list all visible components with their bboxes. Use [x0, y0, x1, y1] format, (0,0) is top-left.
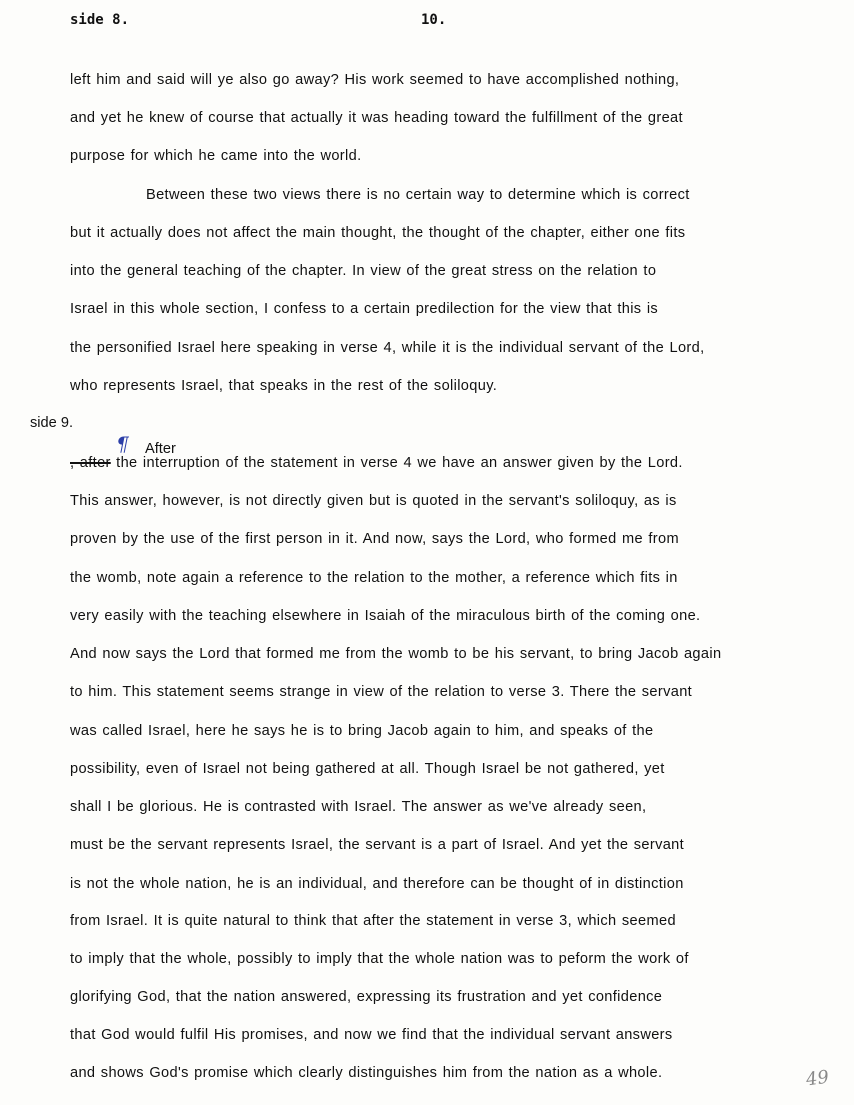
- text-line: to him. This statement seems strange in view of the relation to verse 3. There the servant: [70, 684, 693, 700]
- text-line: must be the servant represents Israel, the servant is a part of Israel. And yet the servant: [70, 837, 685, 853]
- text-line: that God would fulfil His promises, and now we find that the individual servant answers: [70, 1027, 673, 1043]
- text-line: to imply that the whole, possibly to imply that the whole nation was to peform the work of: [70, 951, 689, 967]
- text-line: And now says the Lord that formed me from the womb to be his servant, to bring Jacob again: [70, 646, 722, 662]
- struck-word: , after: [70, 455, 111, 471]
- text-line: and yet he knew of course that actually it was heading toward the fulfillment of the great: [70, 110, 683, 126]
- text-line: glorifying God, that the nation answered, expressing its frustration and yet confidence: [70, 989, 663, 1005]
- text-line: but it actually does not affect the main thought, the thought of the chapter, either one fits: [70, 225, 686, 241]
- text-line: shall I be glorious. He is contrasted with Israel. The answer as we've already seen,: [70, 799, 647, 815]
- text-line: was called Israel, here he says he is to bring Jacob again to him, and speaks of the: [70, 723, 654, 739]
- page-number: 10.: [421, 12, 447, 28]
- side-label-9: side 9.: [30, 415, 73, 431]
- text-line: very easily with the teaching elsewhere in Isaiah of the miraculous birth of the coming one.: [70, 608, 701, 624]
- text-line: left him and said will ye also go away? His work seemed to have accomplished nothing,: [70, 72, 680, 88]
- text-line-first: [70, 454, 683, 472]
- handwritten-page-number: 49: [804, 1066, 831, 1091]
- text-line: Israel in this whole section, I confess to a certain predilection for the view that this is: [70, 301, 659, 317]
- text-line: possibility, even of Israel not being gathered at all. Though Israel be not gathered, yet: [70, 761, 665, 777]
- text-line: the womb, note again a reference to the relation to the mother, a reference which fits in: [70, 570, 678, 586]
- text-line: is not the whole nation, he is an individual, and therefore can be thought of in distinction: [70, 876, 684, 892]
- text-line: from Israel. It is quite natural to think that after the statement in verse 3, which seemed: [70, 913, 676, 929]
- side-label-header: side 8.: [70, 12, 130, 28]
- text-line: into the general teaching of the chapter. In view of the great stress on the relation to: [70, 263, 657, 279]
- inserted-word: After: [145, 441, 176, 457]
- text-line: the personified Israel here speaking in verse 4, while it is the individual servant of the Lord,: [70, 340, 705, 356]
- text-line: This answer, however, is not directly given but is quoted in the servant's soliloquy, as is: [70, 493, 677, 509]
- text-line: who represents Israel, that speaks in the rest of the soliloquy.: [70, 378, 498, 394]
- text-line: Between these two views there is no certain way to determine which is correct: [146, 187, 690, 203]
- text-line: and shows God's promise which clearly distinguishes him from the nation as a whole.: [70, 1065, 663, 1081]
- text-line-rest: the interruption of the statement in verse 4 we have an answer given by the Lord.: [110, 455, 683, 471]
- text-line: purpose for which he came into the world.: [70, 148, 362, 164]
- text-line: proven by the use of the first person in it. And now, says the Lord, who formed me from: [70, 531, 679, 547]
- paragraph-mark-annotation: ¶: [116, 432, 129, 456]
